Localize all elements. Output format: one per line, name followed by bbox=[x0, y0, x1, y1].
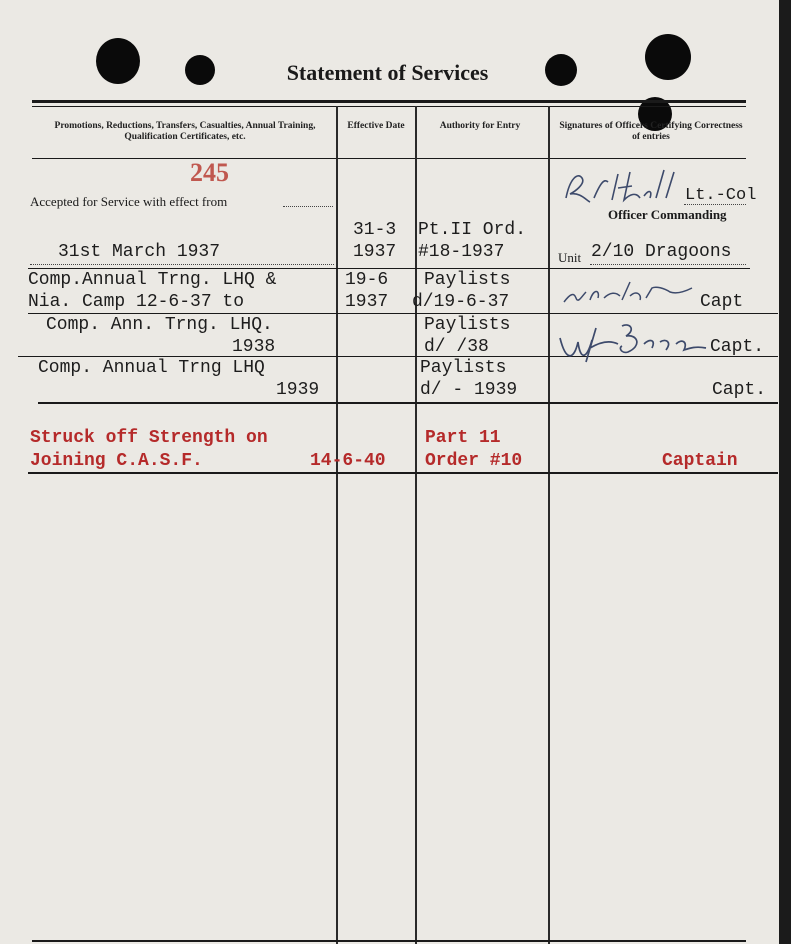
column-divider bbox=[336, 106, 338, 944]
entry-4-authority-line2: Order #10 bbox=[425, 451, 523, 471]
column-divider bbox=[548, 106, 550, 944]
header-effective-date: Effective Date bbox=[347, 121, 405, 131]
accepted-authority-line2: #18-1937 bbox=[418, 242, 505, 262]
entry-3-text-line2: 1939 bbox=[276, 380, 320, 400]
entry-2-authority-line2: d/ /38 bbox=[424, 337, 489, 357]
stamp-number: 245 bbox=[190, 158, 229, 187]
column-divider bbox=[415, 106, 417, 944]
entry-3-text-line1: Comp. Annual Trng LHQ bbox=[38, 358, 265, 378]
entry-4-text-line1: Struck off Strength on bbox=[30, 428, 268, 448]
signature-capt-2 bbox=[556, 318, 736, 366]
entry-2-rank: Capt. bbox=[710, 337, 765, 357]
entry-4-date: 14-6-40 bbox=[310, 451, 386, 471]
entry-1-date-line1: 19-6 bbox=[345, 270, 389, 290]
punch-hole bbox=[185, 55, 215, 85]
header-underline bbox=[32, 158, 746, 159]
accepted-date: 31st March 1937 bbox=[58, 242, 221, 262]
signature-lt-col bbox=[560, 168, 690, 208]
punch-hole bbox=[645, 34, 691, 80]
page-title: Statement of Services bbox=[286, 60, 489, 85]
punch-hole bbox=[545, 54, 577, 86]
accepted-rank: Lt.-Col bbox=[685, 186, 757, 205]
entry-1-date-line2: 1937 bbox=[345, 292, 389, 312]
entry-1-text-line1: Comp.Annual Trng. LHQ & bbox=[28, 270, 277, 290]
row-rule bbox=[28, 472, 778, 474]
accepted-label: Accepted for Service with effect from bbox=[30, 194, 228, 209]
entry-3-authority-line1: Paylists bbox=[420, 358, 507, 378]
dotted-line bbox=[590, 264, 746, 265]
entry-1-text-line2: Nia. Camp 12-6-37 to bbox=[28, 292, 245, 312]
entry-2-authority-line1: Paylists bbox=[424, 315, 511, 335]
row-rule bbox=[38, 402, 778, 404]
dotted-line bbox=[283, 206, 333, 207]
entry-3-rank: Capt. bbox=[712, 380, 767, 400]
header-promotions: Promotions, Reductions, Transfers, Casualties, Annual Training, Qualification Certificates, etc. bbox=[54, 121, 316, 142]
scan-edge bbox=[779, 0, 791, 944]
row-rule bbox=[28, 268, 750, 269]
accepted-effective-year: 1937 bbox=[353, 242, 397, 262]
entry-1-rank: Capt bbox=[700, 292, 744, 312]
header-signatures: Signatures of Officers Certifying Correctness of entries bbox=[559, 121, 743, 142]
bottom-rule bbox=[32, 940, 746, 942]
accepted-effective-day: 31-3 bbox=[353, 220, 397, 240]
entry-4-rank: Captain bbox=[662, 451, 738, 471]
punch-hole bbox=[96, 38, 140, 84]
accepted-authority-line1: Pt.II Ord. bbox=[418, 220, 527, 240]
dotted-line bbox=[684, 204, 746, 205]
unit-value: 2/10 Dragoons bbox=[591, 242, 732, 262]
header-rule bbox=[32, 100, 746, 103]
signature-capt-1 bbox=[560, 278, 700, 308]
entry-2-text-line1: Comp. Ann. Trng. LHQ. bbox=[46, 315, 273, 335]
entry-4-text-line2: Joining C.A.S.F. bbox=[30, 451, 203, 471]
entry-2-text-line2: 1938 bbox=[232, 337, 276, 357]
row-rule bbox=[28, 313, 778, 314]
header-authority: Authority for Entry bbox=[439, 121, 521, 131]
entry-1-authority-line2: d/19-6-37 bbox=[412, 292, 510, 312]
officer-commanding-label: Officer Commanding bbox=[608, 207, 727, 222]
entry-4-authority-line1: Part 11 bbox=[425, 428, 501, 448]
header-rule bbox=[32, 106, 746, 107]
unit-label: Unit bbox=[558, 250, 582, 265]
entry-1-authority-line1: Paylists bbox=[424, 270, 511, 290]
dotted-line bbox=[30, 264, 334, 265]
entry-3-authority-line2: d/ - 1939 bbox=[420, 380, 518, 400]
